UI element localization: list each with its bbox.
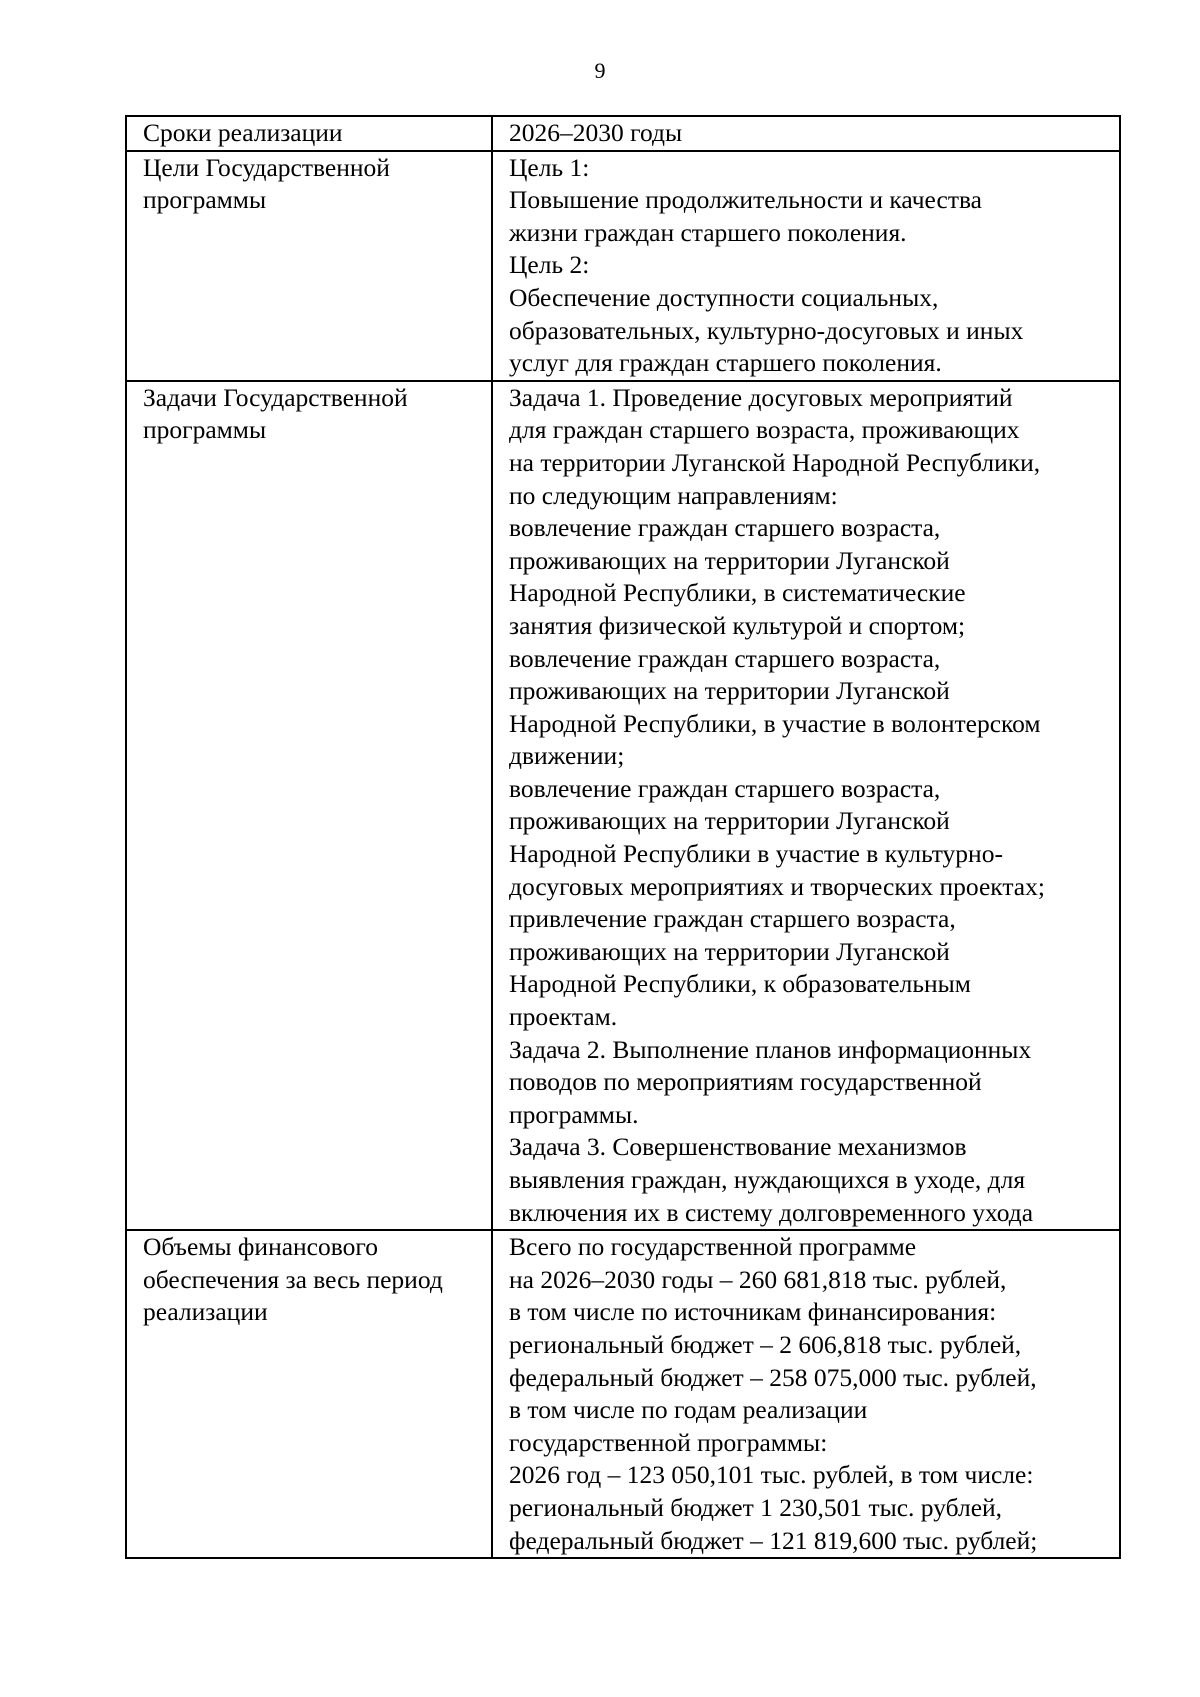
- row-value-line: выявления граждан, нуждающихся в уходе, для: [509, 1165, 1026, 1194]
- row-value-line: вовлечение граждан старшего возраста,: [509, 513, 941, 543]
- row-value-line: вовлечение граждан старшего возраста,: [509, 773, 941, 803]
- row-value-line: включения их в систему долговременного ухода: [509, 1197, 1034, 1227]
- row-value-cell: [492, 381, 1120, 1230]
- row-value-line: региональный бюджет – 2 606,818 тыс. рублей,: [509, 1329, 1022, 1359]
- row-label-text: Объемы финансового: [143, 1232, 378, 1262]
- row-value-line: Задача 2. Выполнение планов информационных: [509, 1034, 1032, 1064]
- row-label-cell: [126, 381, 492, 1230]
- row-label-text: Сроки реализации: [143, 118, 343, 147]
- row-value-line: в том числе по источникам финансирования:: [509, 1297, 997, 1327]
- row-label-cell: [126, 116, 492, 151]
- row-value-line: досуговых мероприятиях и творческих проектах;: [509, 871, 1045, 901]
- row-value-line: 2026–2030 годы: [509, 118, 683, 147]
- row-label-text: Цели Государственной: [143, 152, 390, 182]
- row-value-line: услуг для граждан старшего поколения.: [509, 348, 942, 378]
- table-row-program-tasks: [126, 381, 1120, 1230]
- row-value-line: Задача 1. Проведение досуговых мероприятий: [509, 382, 1013, 412]
- row-value-line: занятия физической культурой и спортом;: [509, 610, 966, 640]
- row-value-line: Цель 2:: [509, 250, 590, 280]
- row-label-text: программы: [143, 185, 267, 215]
- row-value-line: федеральный бюджет – 121 819,600 тыс. рублей;: [509, 1525, 1038, 1555]
- table-row-implementation-period: [126, 116, 1120, 151]
- row-value-line: федеральный бюджет – 258 075,000 тыс. рублей,: [509, 1362, 1037, 1392]
- row-value-line: жизни граждан старшего поколения.: [509, 217, 907, 247]
- row-value-line: Обеспечение доступности социальных,: [509, 282, 939, 312]
- row-value-line: Всего по государственной программе: [509, 1232, 917, 1262]
- row-value-line: вовлечение граждан старшего возраста,: [509, 643, 941, 673]
- row-value-line: поводов по мероприятиям государственной: [509, 1067, 982, 1097]
- row-label-text: программы: [143, 415, 267, 445]
- table-row-funding-volumes: [126, 1230, 1120, 1558]
- row-label-cell: [126, 1230, 492, 1558]
- row-value-line: привлечение граждан старшего возраста,: [509, 904, 956, 934]
- row-value-line: проживающих на территории Луганской: [509, 936, 950, 966]
- row-value-line: на территории Луганской Народной Республики,: [509, 447, 1041, 477]
- row-value-line: по следующим направлениям:: [509, 480, 838, 510]
- row-value-line: в том числе по годам реализации: [509, 1395, 868, 1425]
- row-value-line: Задача 3. Совершенствование механизмов: [509, 1132, 967, 1162]
- row-value-line: Повышение продолжительности и качества: [509, 185, 982, 215]
- row-value-line: проживающих на территории Луганской: [509, 676, 950, 706]
- row-label-text: реализации: [143, 1297, 268, 1327]
- table-row-program-goals: [126, 151, 1120, 381]
- row-value-line: государственной программы:: [509, 1427, 828, 1457]
- row-value-line: проектам.: [509, 1002, 618, 1032]
- row-value-line: программы.: [509, 1099, 639, 1129]
- row-value-line: Цель 1:: [509, 152, 590, 182]
- row-value-line: на 2026–2030 годы – 260 681,818 тыс. рублей,: [509, 1264, 1007, 1294]
- row-value-cell: [492, 116, 1120, 151]
- page-number: 9: [594, 58, 606, 83]
- row-value-line: Народной Республики, в участие в волонтерском: [509, 708, 1041, 738]
- row-value-line: проживающих на территории Луганской: [509, 806, 950, 836]
- row-value-line: Народной Республики в участие в культурно-: [509, 839, 1003, 869]
- row-label-cell: [126, 151, 492, 381]
- row-value-line: региональный бюджет 1 230,501 тыс. рублей,: [509, 1492, 1003, 1522]
- row-label-text: Задачи Государственной: [143, 382, 408, 412]
- row-label-text: обеспечения за весь период: [143, 1264, 443, 1294]
- row-value-cell: [492, 151, 1120, 381]
- program-passport-table: [125, 115, 1121, 1559]
- row-value-line: движении;: [509, 741, 625, 771]
- row-value-line: образовательных, культурно-досуговых и иных: [509, 315, 1024, 345]
- row-value-line: Народной Республики, к образовательным: [509, 969, 971, 999]
- row-value-line: проживающих на территории Луганской: [509, 545, 950, 575]
- row-value-line: Народной Республики, в систематические: [509, 578, 966, 608]
- row-value-line: для граждан старшего возраста, проживающих: [509, 415, 1020, 445]
- row-value-cell: [492, 1230, 1120, 1558]
- row-value-line: 2026 год – 123 050,101 тыс. рублей, в том числе:: [509, 1460, 1034, 1490]
